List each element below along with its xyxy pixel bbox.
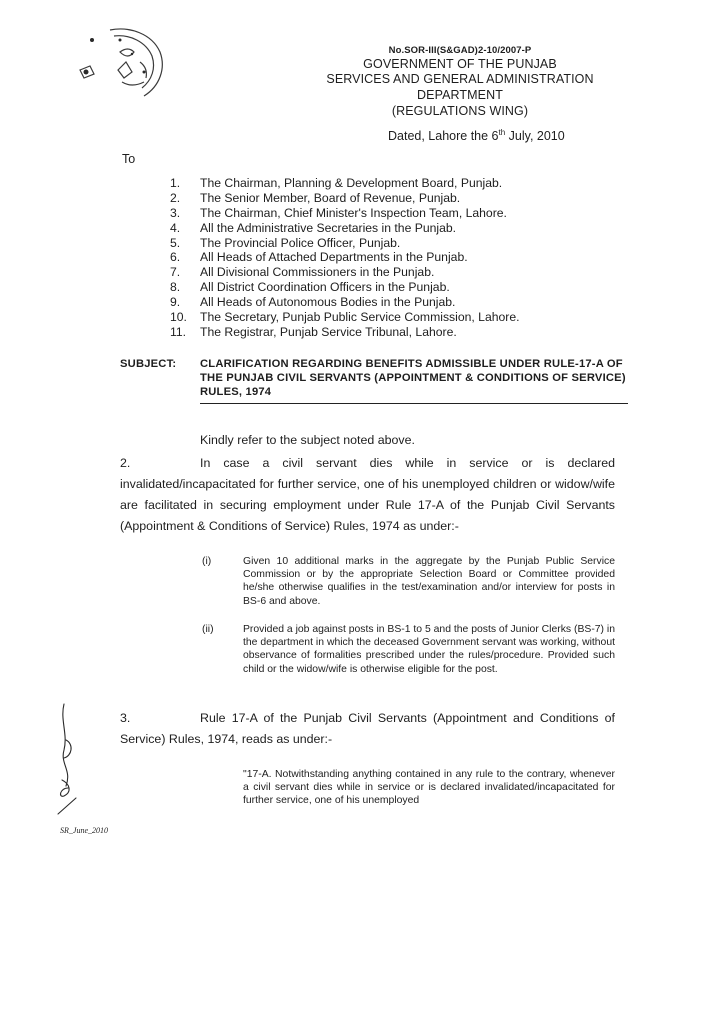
addressee-number: 10. — [170, 310, 187, 325]
addressee-text: The Senior Member, Board of Revenue, Punjab. — [200, 190, 461, 205]
header-department: DEPARTMENT — [417, 88, 503, 102]
addressee-text: All the Administrative Secretaries in the Punjab. — [200, 220, 457, 235]
paragraph-3-body: Rule 17-A of the Punjab Civil Servants (Appointment and Conditions of Service) Rules, 1974, reads as under:- — [120, 711, 615, 746]
reference-number: No.SOR-III(S&GAD)2-10/2007-P — [388, 45, 532, 56]
addressee-item — [170, 221, 610, 236]
date-suffix-ordinal: th — [498, 128, 506, 137]
addressee-item — [170, 265, 610, 280]
paragraph-3-number: 3. — [120, 711, 131, 725]
paragraph-2-text — [120, 453, 615, 537]
government-logo-icon — [70, 22, 170, 106]
header-wing: (REGULATIONS WING) — [391, 104, 529, 118]
addressee-number: 9. — [170, 295, 181, 310]
addressee-list — [170, 176, 610, 340]
date-prefix: Dated, Lahore the 6 — [388, 129, 499, 144]
addressee-text: All Heads of Attached Departments in the Punjab. — [200, 250, 468, 265]
addressee-number: 2. — [170, 190, 181, 205]
sub-item-2-text: Provided a job against posts in BS-1 to 5 and the posts of Junior Clerks (BS-7) in the department in which the deceased Government servant was working, without observance of formalities prescribed under the rules/procedure. Provided such child or the widow/wife is otherwise eligible for the post. — [243, 624, 615, 675]
sub-item-2-number: (ii) — [202, 624, 214, 635]
addressee-number: 6. — [170, 250, 181, 265]
addressee-item — [170, 280, 610, 295]
quoted-rule-text: "17-A. Notwithstanding anything contained in any rule to the contrary, whenever a civil servant dies while in service or is declared invalidated/incapacitated for further service, one of his unemployed — [243, 769, 615, 807]
addressee-text: The Registrar, Punjab Service Tribunal, Lahore. — [200, 324, 457, 339]
addressee-item — [170, 310, 610, 325]
addressee-item — [170, 325, 610, 340]
subject-text: CLARIFICATION REGARDING BENEFITS ADMISSIBLE UNDER RULE-17-A OF THE PUNJAB CIVIL SERVANTS (APPOINTMENT & CONDITIONS OF SERVICE) RULES, 1974 — [200, 358, 626, 398]
addressee-item — [170, 250, 610, 265]
handwritten-signature-icon — [50, 700, 90, 818]
addressee-number: 4. — [170, 220, 181, 235]
header-government: GOVERNMENT OF THE PUNJAB — [363, 57, 557, 71]
addressee-text: The Chairman, Chief Minister's Inspection Team, Lahore. — [200, 205, 507, 220]
header-department-name: SERVICES AND GENERAL ADMINISTRATION — [326, 72, 594, 86]
addressee-number: 1. — [170, 176, 181, 190]
to-label: To — [122, 152, 136, 166]
addressee-number: 11. — [170, 324, 187, 339]
opening-line: Kindly refer to the subject noted above. — [200, 433, 415, 447]
sub-item-1-text: Given 10 additional marks in the aggregate by the Punjab Public Service Commission or by the appropriate Selection Board or Committee provided he/she otherwise qualifies in the test/examination and/or interview for posts in BS-6 and above. — [243, 556, 615, 607]
addressee-text: All District Coordination Officers in the Punjab. — [200, 280, 450, 295]
addressee-text: The Chairman, Planning & Development Board, Punjab. — [200, 176, 503, 190]
subject-label: SUBJECT: — [120, 358, 177, 370]
addressee-text: All Divisional Commissioners in the Punjab. — [200, 265, 435, 280]
addressee-number: 5. — [170, 235, 181, 250]
addressee-text: All Heads of Autonomous Bodies in the Punjab. — [200, 295, 456, 310]
addressee-item — [170, 206, 610, 221]
addressee-item — [170, 176, 610, 191]
subject-underline — [200, 403, 628, 404]
paragraph-2-body: In case a civil servant dies while in service or is declared invalidated/incapacitated for further service, one of his unemployed children or widow/wife are facilitated in securing employment under Rule 17-A of the Punjab Civil Servants (Appointment & Conditions of Service) Rules, 1974 as under:- — [120, 456, 615, 533]
addressee-item — [170, 191, 610, 206]
addressee-number: 3. — [170, 205, 181, 220]
paragraph-3-text — [120, 708, 615, 750]
date-line — [388, 128, 565, 143]
paragraph-2-number: 2. — [120, 456, 131, 470]
addressee-text: The Provincial Police Officer, Punjab. — [200, 235, 401, 250]
sub-item-1-number: (i) — [202, 556, 212, 567]
date-rest: July, 2010 — [505, 129, 565, 144]
addressee-number: 7. — [170, 265, 181, 280]
addressee-item — [170, 295, 610, 310]
addressee-item — [170, 236, 610, 251]
addressee-text: The Secretary, Punjab Public Service Commission, Lahore. — [200, 310, 520, 325]
addressee-number: 8. — [170, 280, 181, 295]
footer-note: SR_June_2010 — [60, 826, 108, 835]
